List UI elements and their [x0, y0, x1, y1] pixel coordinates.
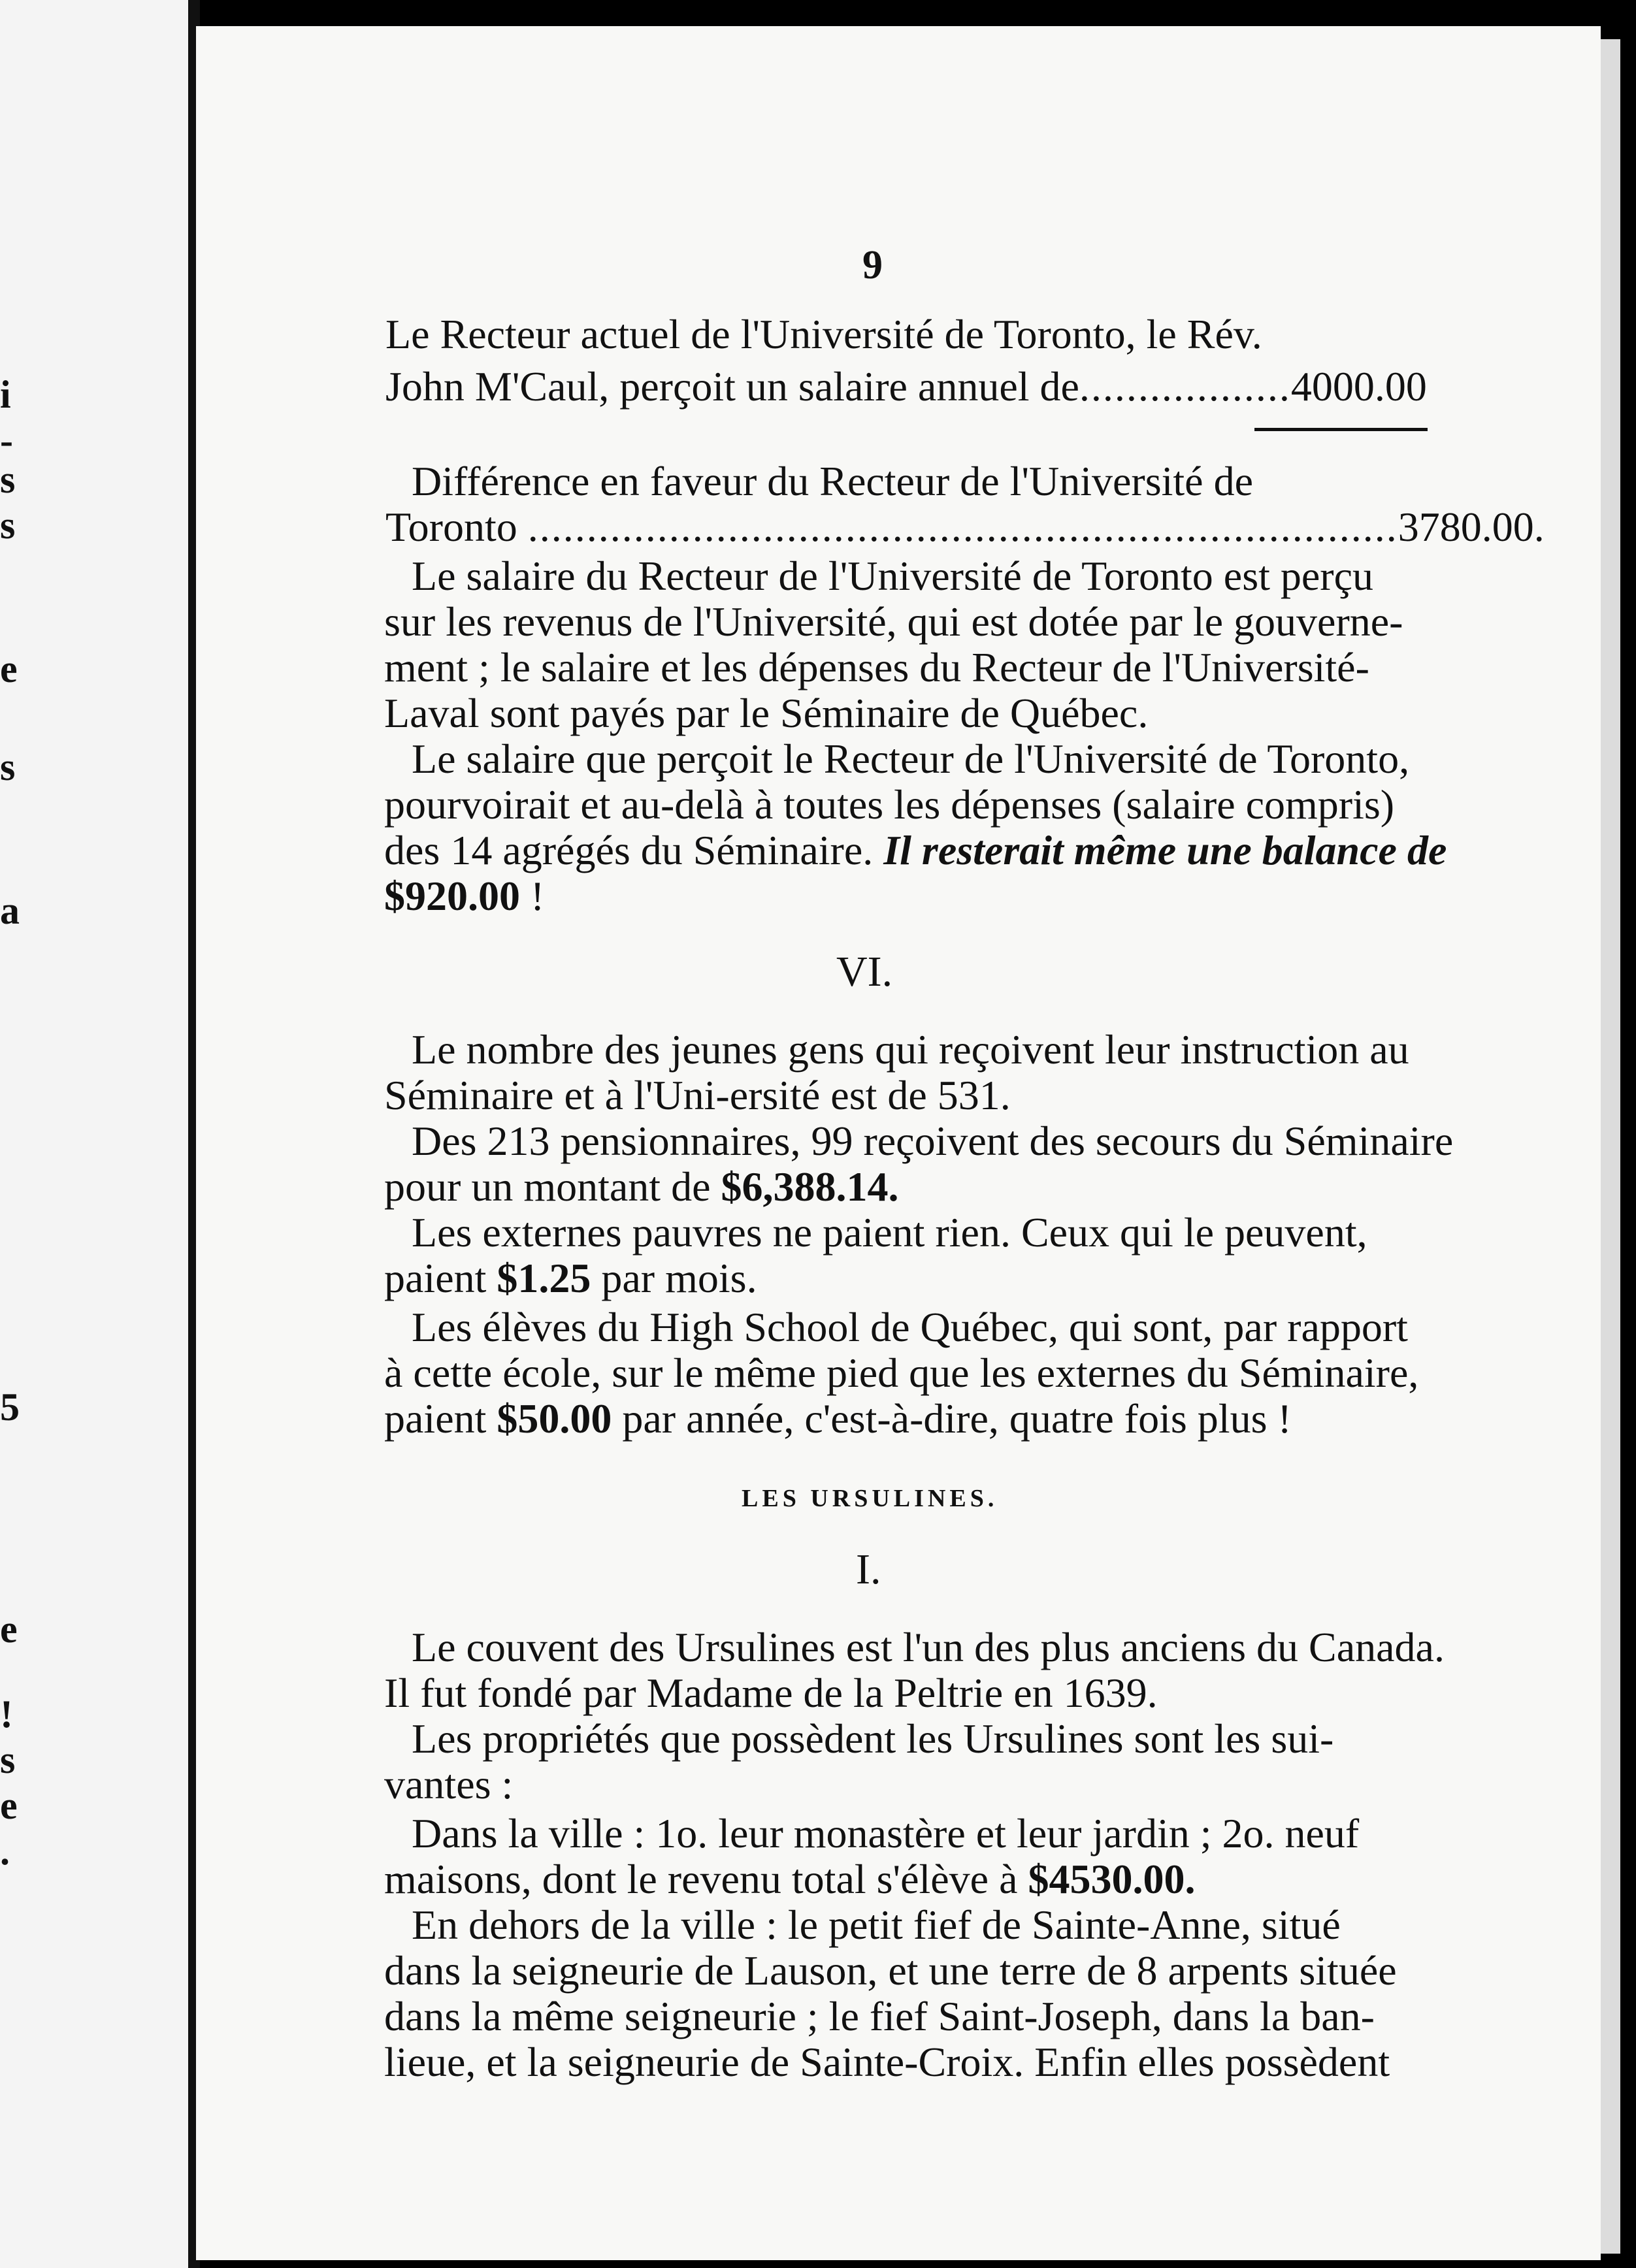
text-fragment: paient	[384, 1395, 497, 1442]
margin-fragment: i	[0, 373, 11, 416]
text-line	[384, 1858, 1195, 1900]
margin-fragment: e	[0, 1608, 18, 1651]
text-fragment: par année, c'est-à-dire, quatre fois plus !	[612, 1395, 1292, 1442]
margin-fragment: e	[0, 1784, 18, 1827]
section-heading: VI.	[836, 948, 893, 996]
text-line: ment ; le salaire et les dépenses du Recteur de l'Université-	[384, 644, 1369, 690]
page-number: 9	[862, 243, 883, 287]
text-line: Les élèves du High School de Québec, qui sont, par rapport	[412, 1304, 1408, 1350]
chapter-heading: LES URSULINES.	[742, 1485, 998, 1512]
text-line: Le salaire que perçoit le Recteur de l'Université de Toronto,	[412, 736, 1410, 782]
text-line	[384, 827, 1447, 873]
text-line	[385, 363, 1427, 410]
amount: $920.00	[384, 873, 520, 919]
book-page	[196, 26, 1601, 2260]
text-line: vantes :	[384, 1761, 514, 1807]
text-line: Le couvent des Ursulines est l'un des plus anciens du Canada.	[412, 1624, 1445, 1670]
margin-fragment: s	[0, 745, 16, 788]
left-page-edge	[0, 0, 188, 2268]
text-line: Laval sont payés par le Séminaire de Québec.	[384, 690, 1149, 736]
text-line: Dans la ville : 1o. leur monastère et leur jardin ; 2o. neuf	[412, 1810, 1360, 1856]
amount: $50.00	[497, 1395, 612, 1442]
text-line	[384, 1257, 757, 1299]
amount: 3780.00.	[1398, 504, 1545, 550]
text-fragment: des 14 agrégés du Séminaire.	[384, 827, 874, 873]
text-line: dans la même seigneurie ; le fief Saint-Joseph, dans la ban-	[384, 1993, 1375, 2039]
text-fragment: !	[520, 873, 545, 919]
text-line: Le salaire du Recteur de l'Université de Toronto est perçu	[412, 553, 1373, 599]
section-heading: I.	[856, 1546, 881, 1593]
text-line: Différence en faveur du Recteur de l'Université de	[412, 458, 1253, 504]
text-fragment: Toronto	[385, 504, 517, 550]
text-line: Les propriétés que possèdent les Ursulines sont les sui-	[412, 1715, 1334, 1762]
right-page-edge	[1601, 39, 1620, 2254]
margin-fragment: s	[0, 504, 16, 547]
amount: $4530.00.	[1028, 1856, 1196, 1902]
amount: $1.25	[497, 1255, 591, 1301]
text-line: Le nombre des jeunes gens qui reçoivent leur instruction au	[412, 1026, 1409, 1073]
text-line: à cette école, sur le même pied que les externes du Séminaire,	[384, 1350, 1419, 1396]
margin-fragment: -	[0, 419, 13, 462]
margin-fragment: !	[0, 1693, 13, 1736]
margin-fragment: .	[0, 1830, 10, 1873]
sum-rule	[1254, 428, 1428, 431]
text-line	[384, 1163, 899, 1210]
text-line: dans la seigneurie de Lauson, et une terre de 8 arpents située	[384, 1947, 1397, 1994]
text-fragment: pour un montant de	[384, 1163, 721, 1210]
text-fragment: paient	[384, 1255, 497, 1301]
text-line	[384, 1395, 1292, 1442]
margin-fragment: a	[0, 889, 20, 932]
margin-fragment: e	[0, 647, 18, 690]
text-line: Des 213 pensionnaires, 99 reçoivent des secours du Séminaire	[412, 1118, 1454, 1164]
text-line: Séminaire et à l'Uni-ersité est de 531.	[384, 1072, 1011, 1118]
amount: $6,388.14.	[721, 1163, 899, 1210]
text-line: Il fut fondé par Madame de la Peltrie en 1639.	[384, 1670, 1158, 1716]
text-line: lieue, et la seigneurie de Sainte-Croix. Enfin elles possèdent	[384, 2039, 1390, 2085]
text-fragment: John M'Caul, perçoit un salaire annuel de	[385, 363, 1079, 410]
margin-fragment: s	[0, 1738, 16, 1781]
text-line: Le Recteur actuel de l'Université de Toronto, le Rév.	[385, 311, 1262, 357]
text-line: En dehors de la ville : le petit fief de Sainte-Anne, situé	[412, 1902, 1341, 1948]
text-fragment: maisons, dont le revenu total s'élève à	[384, 1856, 1028, 1902]
text-line	[385, 506, 1545, 548]
text-line	[384, 875, 544, 917]
text-line: sur les revenus de l'Université, qui est dotée par le gouverne-	[384, 598, 1403, 645]
margin-fragment: s	[0, 458, 16, 501]
text-line: Les externes pauvres ne paient rien. Ceux qui le peuvent,	[412, 1209, 1367, 1256]
margin-fragment: 5	[0, 1385, 20, 1429]
italic-fragment: Il resterait même une balance de	[883, 827, 1447, 873]
leader-dots: ..........................................................................	[527, 504, 1398, 550]
text-line: pourvoirait et au-delà à toutes les dépenses (salaire compris)	[384, 781, 1395, 828]
leader-dots: ..................	[1079, 363, 1291, 410]
text-fragment: par mois.	[591, 1255, 757, 1301]
amount: 4000.00	[1290, 363, 1427, 410]
